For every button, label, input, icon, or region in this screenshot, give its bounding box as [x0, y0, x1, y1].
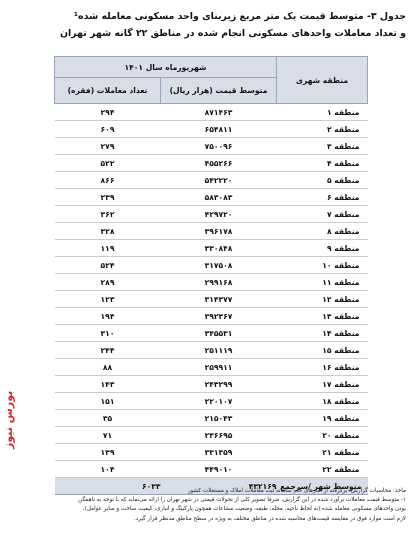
region-cell: منطقه ۲۲ — [277, 461, 368, 478]
caption-line-2: و تعداد معاملات واحدهای مسکونی انجام شده در مناطق ۲۲ گانه شهر تهران — [59, 28, 406, 39]
footnote-3: لازم است موارد فوق در مقایسه قیمت‌های محاسبه شده در مناطق مختلف به ویژه در سطح مناطق مدنظر قرار گیرد. — [134, 515, 406, 522]
region-cell: منطقه ۲۱ — [277, 444, 368, 461]
table-row — [55, 291, 368, 308]
price-cell: ۸۷۱۴۶۳ — [161, 104, 277, 121]
table-row — [55, 342, 368, 359]
price-cell: ۲۵۱۱۱۹ — [161, 342, 277, 359]
table-row — [55, 223, 368, 240]
region-cell: منطقه ۱۳ — [277, 308, 368, 325]
count-cell: ۲۳۹ — [55, 189, 161, 206]
region-cell: منطقه ۵ — [277, 172, 368, 189]
price-cell: ۲۵۹۹۱۱ — [161, 359, 277, 376]
price-cell: ۲۲۰۱۰۷ — [161, 393, 277, 410]
region-cell: منطقه ۲۰ — [277, 427, 368, 444]
count-cell: ۱۹۴ — [55, 308, 161, 325]
price-cell: ۴۴۹۰۱۰ — [161, 461, 277, 478]
footnote-1: ۱- متوسط قیمت معاملات برآورد شده در این گزارش، صرفا تصویر کلی از تحولات قیمتی در شهر تهران را ارائه می‌نماید که با توجه به ناهمگن — [78, 497, 406, 504]
price-cell: ۲۱۵۰۴۳ — [161, 410, 277, 427]
table-row — [55, 121, 368, 138]
price-cell: ۳۱۷۵۰۸ — [161, 257, 277, 274]
period-header: شهریورماه سال ۱۴۰۱ — [55, 57, 277, 78]
total-label: متوسط شهر /سرجمع — [277, 478, 368, 495]
price-cell: ۵۸۳۰۸۳ — [161, 189, 277, 206]
region-cell: منطقه ۴ — [277, 155, 368, 172]
table-row — [55, 427, 368, 444]
table-row — [55, 359, 368, 376]
count-cell: ۱۵۱ — [55, 393, 161, 410]
table-row — [55, 240, 368, 257]
region-cell: منطقه ۱۱ — [277, 274, 368, 291]
table-row — [55, 376, 368, 393]
count-cell: ۲۴۴ — [55, 342, 161, 359]
region-cell: منطقه ۱۵ — [277, 342, 368, 359]
count-cell: ۸۶۶ — [55, 172, 161, 189]
region-cell: منطقه ۲ — [277, 121, 368, 138]
count-cell: ۵۲۴ — [55, 257, 161, 274]
price-cell: ۵۴۲۲۲۰ — [161, 172, 277, 189]
region-cell: منطقه ۸ — [277, 223, 368, 240]
price-cell: ۳۴۵۵۳۱ — [161, 325, 277, 342]
table-row — [55, 393, 368, 410]
table-row — [55, 257, 368, 274]
region-cell: منطقه ۱۸ — [277, 393, 368, 410]
table-row — [55, 274, 368, 291]
table-row — [55, 308, 368, 325]
price-cell: ۲۴۳۲۹۹ — [161, 376, 277, 393]
table-body — [55, 104, 368, 478]
table-row — [55, 206, 368, 223]
count-cell: ۳۵ — [55, 410, 161, 427]
price-cell: ۳۹۲۳۶۷ — [161, 308, 277, 325]
count-cell: ۳۱۰ — [55, 325, 161, 342]
count-cell: ۱۰۴ — [55, 461, 161, 478]
count-cell: ۲۷۹ — [55, 138, 161, 155]
table-caption — [8, 8, 406, 42]
footnote-source: ماخذ: محاسبات گزارش؛ برگرفته از آمارهای خام سامانه ثبت معاملات املاک و مستغلات کشور — [187, 488, 406, 494]
count-cell: ۳۶۲ — [55, 206, 161, 223]
table-row — [55, 138, 368, 155]
caption-line-1: جدول ۳- متوسط قیمت یک متر مربع زیربنای واحد مسکونی معامله شده¹ — [73, 11, 406, 22]
count-cell: ۱۴۳ — [55, 376, 161, 393]
region-cell: منطقه ۷ — [277, 206, 368, 223]
count-column-header: تعداد معاملات (فقره) — [55, 78, 161, 104]
region-column-header: منطقه شهری — [277, 57, 368, 104]
table-row — [55, 461, 368, 478]
count-cell: ۱۱۹ — [55, 240, 161, 257]
total-price: ۴۳۲۱۶۹ — [161, 478, 277, 495]
count-cell: ۲۹۴ — [55, 104, 161, 121]
total-count: ۶۰۳۳ — [55, 478, 161, 495]
count-cell: ۱۳۹ — [55, 444, 161, 461]
table-row — [55, 172, 368, 189]
price-cell: ۳۳۰۸۴۸ — [161, 240, 277, 257]
table-row — [55, 104, 368, 121]
price-cell: ۳۱۴۳۷۷ — [161, 291, 277, 308]
price-column-header: متوسط قیمت (هزار ریال) — [161, 78, 277, 104]
count-cell: ۳۲۸ — [55, 223, 161, 240]
price-cell: ۲۹۹۱۶۸ — [161, 274, 277, 291]
price-table — [54, 56, 368, 495]
count-cell: ۶۰۹ — [55, 121, 161, 138]
table-row — [55, 325, 368, 342]
footnotes — [8, 487, 406, 524]
bourse-news-logo[interactable]: بورس نیوز — [2, 390, 15, 450]
region-cell: منطقه ۱۷ — [277, 376, 368, 393]
count-cell: ۷۱ — [55, 427, 161, 444]
table-row — [55, 410, 368, 427]
region-cell: منطقه ۶ — [277, 189, 368, 206]
price-cell: ۴۲۹۷۲۰ — [161, 206, 277, 223]
count-cell: ۵۲۲ — [55, 155, 161, 172]
region-cell: منطقه ۱۶ — [277, 359, 368, 376]
price-cell: ۶۵۴۸۱۱ — [161, 121, 277, 138]
count-cell: ۸۸ — [55, 359, 161, 376]
price-cell: ۷۵۰۰۹۶ — [161, 138, 277, 155]
region-cell: منطقه ۱ — [277, 104, 368, 121]
region-cell: منطقه ۱۹ — [277, 410, 368, 427]
region-cell: منطقه ۱۰ — [277, 257, 368, 274]
region-cell: منطقه ۱۲ — [277, 291, 368, 308]
region-cell: منطقه ۹ — [277, 240, 368, 257]
table-row — [55, 444, 368, 461]
table-row — [55, 189, 368, 206]
count-cell: ۲۸۹ — [55, 274, 161, 291]
price-cell: ۳۹۶۱۷۸ — [161, 223, 277, 240]
footnote-2: بودن واحدهای مسکونی معامله شده (به لحاظ ناحیه، محله، طبقه، وضعیت مشاعات همچون پارکینگ و انباری، کیفیت ساخت و سایر عوامل)، — [82, 506, 406, 513]
table-row — [55, 155, 368, 172]
region-cell: منطقه ۳ — [277, 138, 368, 155]
region-cell: منطقه ۱۴ — [277, 325, 368, 342]
count-cell: ۱۲۳ — [55, 291, 161, 308]
price-cell: ۳۳۱۳۵۹ — [161, 444, 277, 461]
price-cell: ۴۵۵۲۶۶ — [161, 155, 277, 172]
price-cell: ۲۳۶۶۹۵ — [161, 427, 277, 444]
